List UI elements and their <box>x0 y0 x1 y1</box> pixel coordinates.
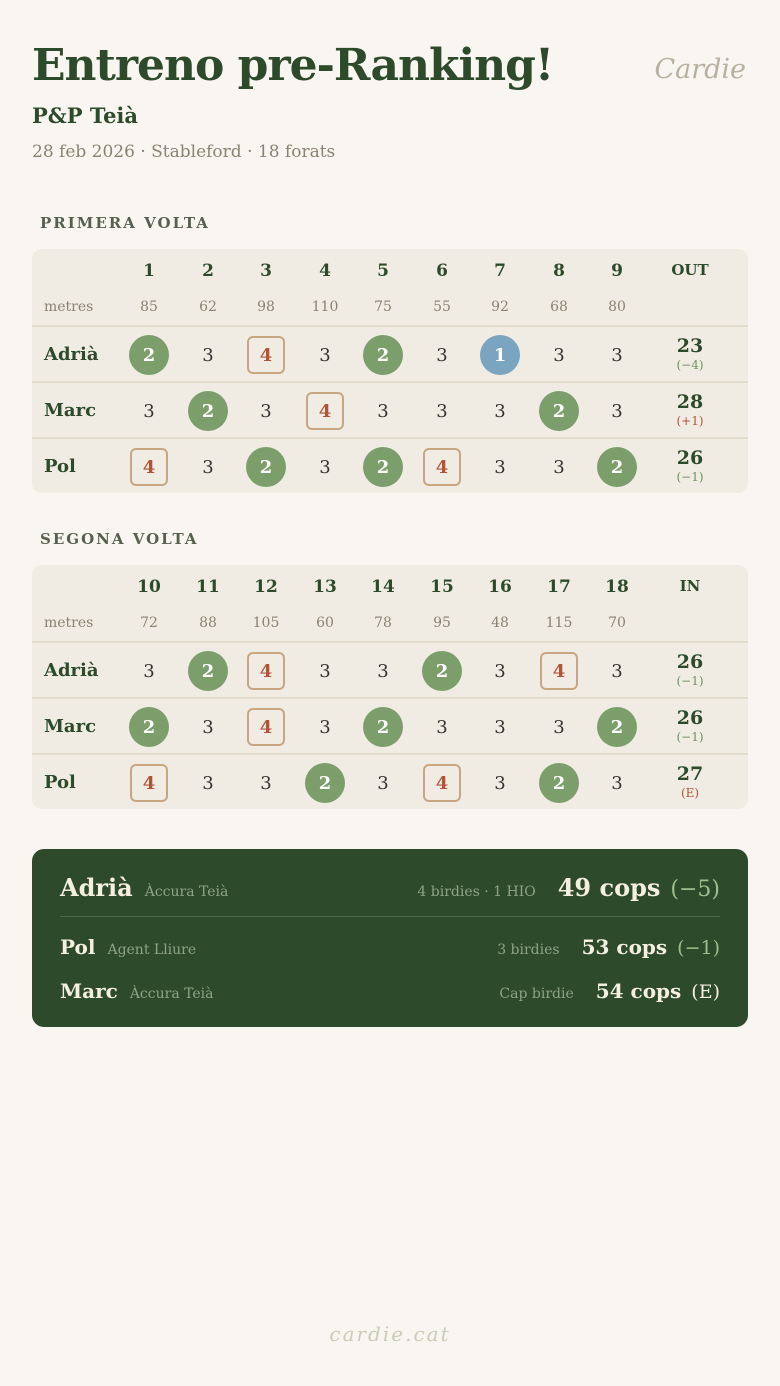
player-score-row <box>32 325 748 381</box>
hole-number: 10 <box>137 577 161 597</box>
total-diff: (−1) <box>676 674 704 688</box>
score-cell: 3 <box>260 772 272 794</box>
distance-row <box>32 299 748 319</box>
player-total <box>660 707 720 745</box>
back-nine-scorecard <box>32 565 748 809</box>
total-strokes: 26 <box>676 651 704 673</box>
player-score-row <box>32 641 748 697</box>
summary-player-name: Pol <box>60 935 96 959</box>
score-cell: 3 <box>611 772 623 794</box>
hole-distance: 68 <box>550 299 568 315</box>
score-cell: 3 <box>377 660 389 682</box>
total-diff: (−1) <box>676 730 704 744</box>
distance-label: metres <box>44 615 94 631</box>
score-cell-birdie: 2 <box>246 447 286 487</box>
hole-number: 6 <box>436 261 448 281</box>
score-cell: 3 <box>494 716 506 738</box>
summary-player-name: Adrià <box>60 873 133 902</box>
venue-name: P&P Teià <box>32 103 139 128</box>
hole-distance: 95 <box>433 615 451 631</box>
player-total <box>660 391 720 429</box>
hole-number: 3 <box>260 261 272 281</box>
summary-row <box>60 935 720 959</box>
total-strokes: 26 <box>676 447 704 469</box>
player-name: Pol <box>44 772 76 793</box>
hole-distance: 75 <box>374 299 392 315</box>
score-cell: 3 <box>202 456 214 478</box>
score-cell-birdie: 2 <box>305 763 345 803</box>
front-nine-scorecard <box>32 249 748 493</box>
summary-team: Agent Lliure <box>107 942 197 958</box>
score-cell-birdie: 2 <box>539 391 579 431</box>
score-cell-birdie: 2 <box>597 447 637 487</box>
footer-link[interactable]: cardie.cat <box>329 1322 451 1346</box>
hole-distance: 98 <box>257 299 275 315</box>
score-cell-hio: 1 <box>480 335 520 375</box>
score-cell: 3 <box>319 344 331 366</box>
hole-distance: 110 <box>311 299 339 315</box>
hole-distance: 55 <box>433 299 451 315</box>
total-diff: (−4) <box>676 358 704 372</box>
summary-team: Àccura Teià <box>144 884 229 900</box>
player-score-row <box>32 381 748 437</box>
total-diff: (−1) <box>676 470 704 484</box>
hole-distance: 115 <box>545 615 573 631</box>
score-cell-birdie: 2 <box>188 651 228 691</box>
score-cell-bogey: 4 <box>423 448 461 486</box>
player-total <box>660 447 720 485</box>
hole-number: 4 <box>319 261 331 281</box>
hole-distance: 88 <box>199 615 217 631</box>
score-cell: 3 <box>260 400 272 422</box>
summary-strokes: 49 cops <box>557 873 661 902</box>
hole-distance: 72 <box>140 615 158 631</box>
summary-note: 3 birdies <box>497 942 560 958</box>
summary-row <box>60 979 720 1003</box>
hole-number: 1 <box>143 261 155 281</box>
player-total <box>660 335 720 373</box>
score-cell: 3 <box>611 660 623 682</box>
distance-row <box>32 615 748 635</box>
player-total <box>660 651 720 689</box>
score-cell-birdie: 2 <box>363 447 403 487</box>
back-nine-label: SEGONA VOLTA <box>40 530 199 548</box>
hole-distance: 80 <box>608 299 626 315</box>
score-cell: 3 <box>143 660 155 682</box>
page-title: Entreno pre-Ranking! <box>32 40 554 91</box>
player-name: Adrià <box>44 660 99 681</box>
player-name: Marc <box>44 400 97 421</box>
score-cell-bogey: 4 <box>247 652 285 690</box>
hole-number: 9 <box>611 261 623 281</box>
player-name: Adrià <box>44 344 99 365</box>
hole-distance: 105 <box>252 615 280 631</box>
score-cell: 3 <box>436 716 448 738</box>
score-cell: 3 <box>202 716 214 738</box>
total-strokes: 27 <box>676 763 704 785</box>
score-cell: 3 <box>202 344 214 366</box>
hole-distance: 85 <box>140 299 158 315</box>
score-cell-bogey: 4 <box>247 336 285 374</box>
score-cell: 3 <box>377 772 389 794</box>
score-cell: 3 <box>143 400 155 422</box>
score-cell-birdie: 2 <box>188 391 228 431</box>
summary-strokes: 54 cops <box>595 979 682 1003</box>
score-cell-bogey: 4 <box>540 652 578 690</box>
hole-number: 16 <box>488 577 512 597</box>
score-cell-birdie: 2 <box>539 763 579 803</box>
hole-number: 7 <box>494 261 506 281</box>
score-cell: 3 <box>494 772 506 794</box>
hole-number: 2 <box>202 261 214 281</box>
score-cell-birdie: 2 <box>129 707 169 747</box>
score-cell: 3 <box>436 400 448 422</box>
summary-note: Cap birdie <box>499 986 574 1002</box>
score-cell: 3 <box>611 400 623 422</box>
hole-distance: 48 <box>491 615 509 631</box>
hole-number: 14 <box>371 577 395 597</box>
summary-diff: (E) <box>691 981 720 1003</box>
hole-number: 17 <box>547 577 571 597</box>
hole-number-row <box>32 261 748 287</box>
summary-strokes: 53 cops <box>581 935 668 959</box>
total-header: IN <box>679 577 701 595</box>
total-strokes: 23 <box>676 335 704 357</box>
total-diff: (+1) <box>676 414 704 428</box>
hole-number: 11 <box>196 577 220 597</box>
hole-distance: 70 <box>608 615 626 631</box>
score-cell-birdie: 2 <box>363 335 403 375</box>
score-cell: 3 <box>436 344 448 366</box>
score-cell-bogey: 4 <box>247 708 285 746</box>
player-score-row <box>32 437 748 493</box>
brand-logo: Cardie <box>654 54 746 85</box>
summary-team: Àccura Teià <box>129 986 214 1002</box>
summary-diff: (−1) <box>677 937 720 959</box>
hole-distance: 92 <box>491 299 509 315</box>
score-cell: 3 <box>553 716 565 738</box>
summary-note: 4 birdies · 1 HIO <box>417 884 536 900</box>
round-meta: 28 feb 2026 · Stableford · 18 forats <box>32 142 336 162</box>
summary-player-name: Marc <box>60 979 118 1003</box>
score-cell: 3 <box>611 344 623 366</box>
hole-distance: 62 <box>199 299 217 315</box>
score-cell-birdie: 2 <box>422 651 462 691</box>
score-cell: 3 <box>377 400 389 422</box>
score-cell: 3 <box>553 344 565 366</box>
hole-number: 8 <box>553 261 565 281</box>
score-cell: 3 <box>494 660 506 682</box>
score-cell: 3 <box>202 772 214 794</box>
hole-number-row <box>32 577 748 603</box>
front-nine-label: PRIMERA VOLTA <box>40 214 210 232</box>
distance-label: metres <box>44 299 94 315</box>
player-name: Marc <box>44 716 97 737</box>
summary-row <box>60 873 720 902</box>
summary-divider <box>60 916 720 917</box>
score-cell: 3 <box>553 456 565 478</box>
total-strokes: 28 <box>676 391 704 413</box>
score-cell: 3 <box>319 456 331 478</box>
score-cell: 3 <box>319 660 331 682</box>
score-cell-bogey: 4 <box>130 764 168 802</box>
hole-number: 13 <box>313 577 337 597</box>
hole-number: 12 <box>254 577 278 597</box>
hole-number: 5 <box>377 261 389 281</box>
score-cell-birdie: 2 <box>363 707 403 747</box>
player-total <box>660 763 720 801</box>
results-summary <box>32 849 748 1027</box>
score-cell-birdie: 2 <box>129 335 169 375</box>
player-score-row <box>32 697 748 753</box>
score-cell-birdie: 2 <box>597 707 637 747</box>
total-header: OUT <box>671 261 709 279</box>
summary-diff: (−5) <box>670 877 720 902</box>
total-diff: (E) <box>680 786 700 800</box>
hole-distance: 78 <box>374 615 392 631</box>
score-cell: 3 <box>319 716 331 738</box>
score-cell-bogey: 4 <box>423 764 461 802</box>
score-cell-bogey: 4 <box>130 448 168 486</box>
score-cell-bogey: 4 <box>306 392 344 430</box>
score-cell: 3 <box>494 400 506 422</box>
score-cell: 3 <box>494 456 506 478</box>
player-name: Pol <box>44 456 76 477</box>
hole-number: 15 <box>430 577 454 597</box>
hole-number: 18 <box>605 577 629 597</box>
player-score-row <box>32 753 748 809</box>
hole-distance: 60 <box>316 615 334 631</box>
total-strokes: 26 <box>676 707 704 729</box>
